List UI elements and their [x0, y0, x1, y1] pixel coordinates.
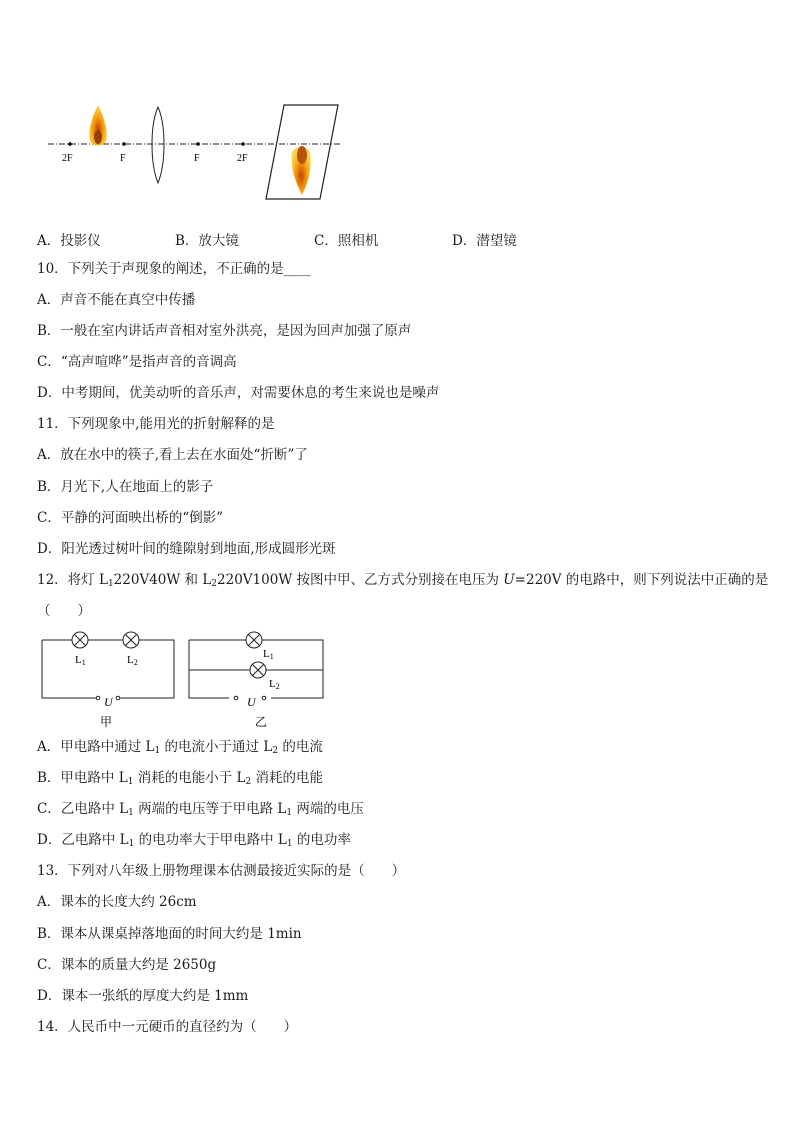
q10-option-a: A．声音不能在真空中传播 [37, 292, 196, 308]
label-2f-right: 2F [237, 153, 248, 164]
q13-option-d: D．课本一张纸的厚度大约是 1mm [37, 988, 249, 1004]
q11-option-c: C．平静的河面映出桥的“倒影” [37, 510, 224, 526]
q10-option-b: B．一般在室内讲话声音相对室外洪亮，是因为回声加强了原声 [37, 323, 412, 339]
focal-point-f-right [196, 142, 200, 146]
label-2f-left: 2F [62, 153, 73, 164]
q11-option-d: D．阳光透过树叶间的缝隙射到地面,形成圆形光斑 [37, 541, 336, 557]
lamp-l2 [123, 632, 139, 648]
label-f-left: F [120, 153, 126, 164]
svg-text:L1: L1 [75, 654, 86, 667]
q13-option-a: A．课本的长度大约 26cm [37, 894, 197, 910]
lamp-l2 [250, 662, 266, 678]
svg-text:L2: L2 [127, 654, 138, 667]
q10-option-c: C．“高声喧哗”是指声音的音调高 [37, 354, 237, 370]
focal-point-f-left [122, 142, 126, 146]
focal-point-2f-left [68, 142, 72, 146]
svg-text:L1: L1 [263, 648, 274, 661]
q10-stem: 10．下列关于声现象的阐述，不正确的是____ [37, 261, 311, 277]
lamp-l1 [246, 632, 262, 648]
q9-option-b: B．放大镜 [175, 233, 239, 249]
convex-lens [152, 107, 164, 183]
q11-option-b: B．月光下,人在地面上的影子 [37, 479, 214, 495]
q9-option-d: D．潜望镜 [452, 233, 517, 249]
q13-option-c: C．课本的质量大约是 2650g [37, 957, 217, 973]
q12-paren: （ ） [37, 603, 91, 619]
q13-option-b: B．课本从课桌掉落地面的时间大约是 1min [37, 926, 302, 942]
focal-point-2f-right [241, 142, 245, 146]
q9-option-a: A．投影仪 [37, 233, 101, 249]
q11-stem: 11．下列现象中,能用光的折射解释的是 [37, 416, 275, 432]
circuit-yi [185, 630, 327, 730]
q12-option-a: A．甲电路中通过 $L_1$ 的电流小于通过 $L_2$ 的电流 [37, 739, 323, 756]
q11-option-a: A．放在水中的筷子,看上去在水面处“折断”了 [37, 447, 308, 463]
voltage-label: U [247, 695, 256, 709]
circuit-jia [38, 630, 178, 730]
q14-stem: 14．人民币中一元硬币的直径约为（ ） [37, 1019, 298, 1035]
voltage-label: U [104, 695, 113, 709]
q10-option-d: D．中考期间，优美动听的音乐声，对需要休息的考生来说也是噪声 [37, 385, 440, 401]
q12-option-c: C．乙电路中 $L_1$ 两端的电压等于甲电路 $L_1$ 两端的电压 [37, 801, 364, 818]
q12-option-b: B．甲电路中 $L_1$ 消耗的电能小于 $L_2$ 消耗的电能 [37, 770, 324, 787]
q12-option-d: D．乙电路中 $L_1$ 的电功率大于甲电路中 $L_1$ 的电功率 [37, 832, 351, 849]
lamp-l1 [72, 632, 88, 648]
q12-stem: 12．将灯 $L_1220V40W$ 和 $L_2220V100W$ 按图中甲、乙方式分别接在电压为 U=220V 的电路中，则下列说法中正确的是 [37, 572, 769, 589]
label-f-right: F [194, 153, 200, 164]
q9-option-c: C．照相机 [314, 233, 379, 249]
lens-figure [40, 95, 360, 210]
circuit-yi-label: 乙 [255, 715, 268, 729]
svg-text:L2: L2 [269, 678, 280, 691]
circuit-jia-label: 甲 [100, 715, 113, 729]
q13-stem: 13．下列对八年级上册物理课本估测最接近实际的是（ ） [37, 863, 406, 879]
